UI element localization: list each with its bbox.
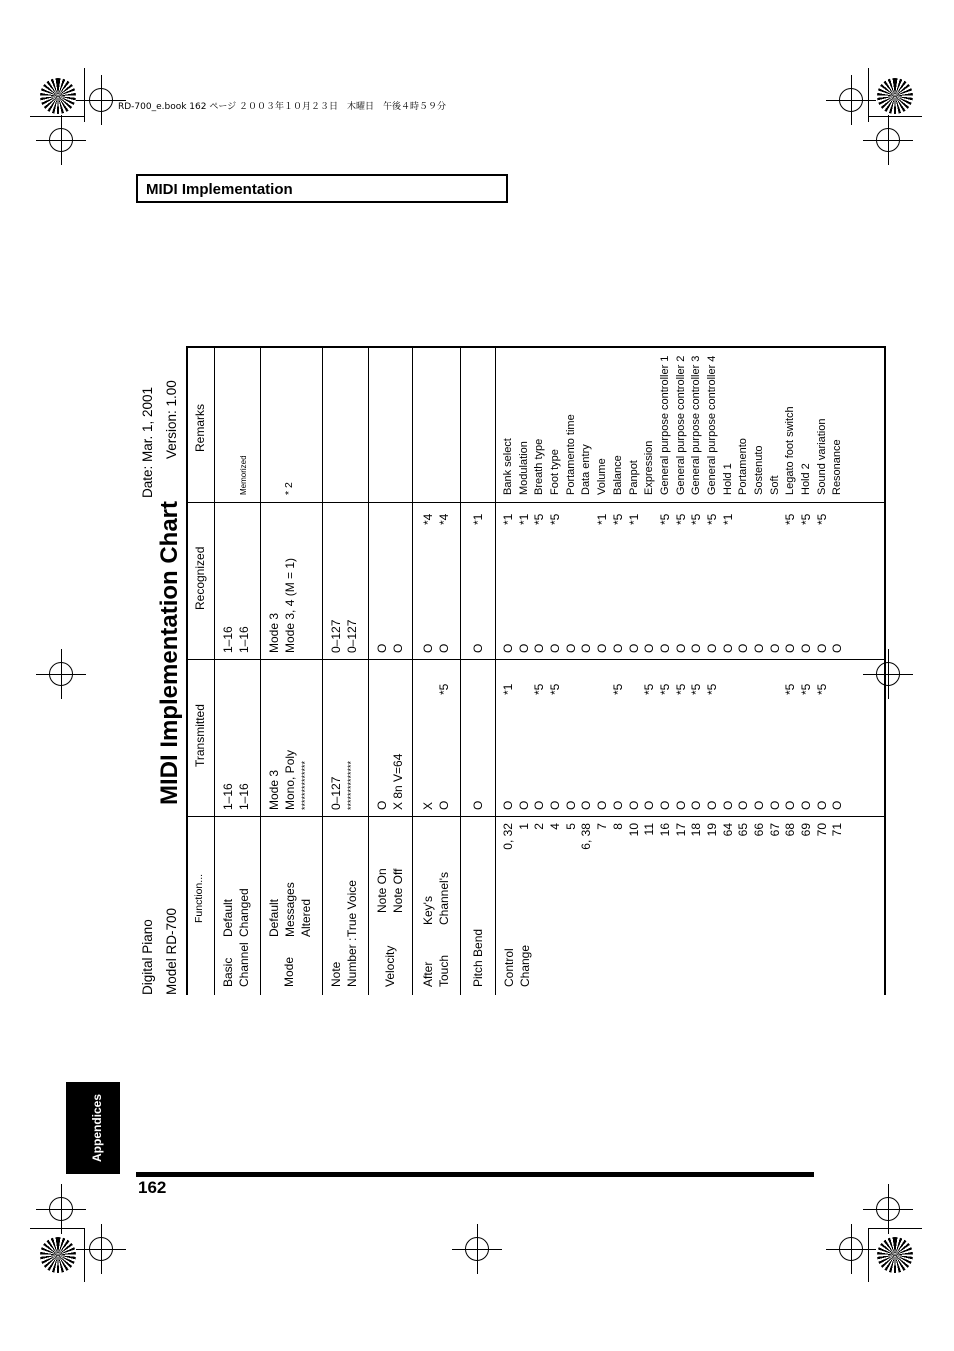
control-number: 67 xyxy=(767,823,782,837)
control-rx: O xyxy=(799,643,814,653)
control-number: 70 xyxy=(814,823,829,837)
control-rx-note: *1 xyxy=(595,513,610,525)
control-remark: General purpose controller 3 xyxy=(690,355,703,495)
note-rx-true-voice: 0–127 xyxy=(345,619,359,653)
control-rx: O xyxy=(673,643,688,653)
control-number: 19 xyxy=(704,823,719,837)
registration-crosshair xyxy=(465,1237,489,1261)
chart-date: Date: Mar. 1, 2001 xyxy=(140,386,155,498)
registration-crosshair xyxy=(49,128,73,152)
crop-mark xyxy=(30,1228,84,1229)
control-rx: O xyxy=(563,643,578,653)
control-number: 10 xyxy=(626,823,641,837)
control-tx: O xyxy=(673,800,688,810)
control-tx: O xyxy=(516,800,531,810)
crop-mark xyxy=(868,1228,922,1229)
control-remark: Portamento time xyxy=(564,414,577,495)
control-rx: O xyxy=(783,643,798,653)
row-divider xyxy=(495,346,496,995)
control-number: 2 xyxy=(532,823,547,830)
control-number: 64 xyxy=(720,823,735,837)
control-remark: General purpose controller 4 xyxy=(705,355,718,495)
control-rx-note: *5 xyxy=(657,513,672,525)
control-tx-note xyxy=(736,684,752,695)
velocity-tx-on: O xyxy=(375,800,389,810)
registration-crosshair xyxy=(876,1197,900,1221)
header-recognized: Recognized xyxy=(193,546,207,610)
crop-mark xyxy=(30,116,84,117)
column-divider xyxy=(186,659,886,660)
pitch-bend-rx-note: *1 xyxy=(471,513,485,525)
basic-channel-label: Channel xyxy=(237,942,251,987)
control-tx: O xyxy=(799,800,814,810)
row-divider xyxy=(260,346,261,995)
control-tx-note: *5 xyxy=(642,683,657,695)
model-name: Model RD-700 xyxy=(164,907,179,995)
control-rx-note: *5 xyxy=(532,513,547,525)
mode-altered: Altered xyxy=(299,898,313,937)
control-remark: Portamento xyxy=(737,438,750,495)
mode-tx-altered: ************** xyxy=(300,760,310,810)
control-number: 11 xyxy=(642,823,657,836)
control-tx-note: *1 xyxy=(501,683,515,695)
control-remark: Hold 1 xyxy=(721,463,734,495)
after-touch-rx-keys: O xyxy=(421,643,435,653)
control-tx: O xyxy=(595,800,610,810)
control-remark: Modulation xyxy=(517,441,530,495)
velocity-label: Velocity xyxy=(383,945,397,987)
control-number: 16 xyxy=(657,823,672,837)
control-tx: O xyxy=(642,800,657,810)
control-rx: O xyxy=(814,643,829,653)
control-tx-note xyxy=(752,684,768,695)
control-tx-note: *5 xyxy=(704,683,719,695)
note-true-voice: True Voice xyxy=(345,880,359,937)
control-remark: Volume xyxy=(596,458,609,495)
control-rx-note: *5 xyxy=(704,513,719,525)
crop-mark xyxy=(84,1228,85,1282)
control-rx: O xyxy=(752,643,766,653)
control-remark: Sostenuto xyxy=(753,445,765,495)
control-rx-note xyxy=(642,514,658,525)
side-tab-label: Appendices xyxy=(90,1093,104,1162)
control-tx: O xyxy=(783,800,798,810)
control-tx: O xyxy=(579,800,594,810)
crop-mark xyxy=(868,1228,869,1282)
control-number: 71 xyxy=(830,823,845,837)
control-tx: O xyxy=(830,800,845,810)
control-rx-note xyxy=(736,514,752,525)
control-remark: Resonance xyxy=(831,439,844,495)
basic-channel-tx-changed: 1–16 xyxy=(237,783,251,810)
row-divider xyxy=(322,346,323,995)
section-title: MIDI Implementation xyxy=(146,181,293,198)
control-tx: O xyxy=(563,800,578,810)
control-rx: O xyxy=(532,643,547,653)
velocity-rx-on: O xyxy=(375,643,389,653)
registration-crosshair xyxy=(876,128,900,152)
control-rx-note: *5 xyxy=(799,513,814,525)
control-rx: O xyxy=(516,643,531,653)
control-tx-note xyxy=(830,684,846,695)
control-rx-note xyxy=(752,514,768,525)
table-border-top xyxy=(186,346,188,995)
control-rx-note: *5 xyxy=(673,513,688,525)
table-border-bottom xyxy=(884,346,886,995)
pitch-bend-label: Pitch Bend xyxy=(471,928,485,987)
basic-channel-default: Default xyxy=(221,898,235,937)
registration-crosshair xyxy=(89,1237,113,1261)
control-number: 4 xyxy=(548,823,563,830)
registration-crosshair xyxy=(839,88,863,112)
pitch-bend-rx: O xyxy=(471,643,485,653)
control-tx: O xyxy=(767,800,782,810)
control-rx: O xyxy=(720,643,735,653)
control-tx: O xyxy=(532,800,547,810)
control-rx: O xyxy=(657,643,672,653)
control-rx-note: *5 xyxy=(689,513,704,525)
row-divider xyxy=(412,346,413,995)
control-remark: Legato foot switch xyxy=(784,406,797,495)
control-tx-note xyxy=(768,684,784,695)
control-number: 65 xyxy=(736,823,751,837)
mode-messages: Messages xyxy=(283,882,297,937)
page-number: 162 xyxy=(138,1178,167,1197)
registration-sun-mark xyxy=(877,78,913,114)
after-touch-rx-note: *4 xyxy=(421,513,435,525)
chart-version: Version: 1.00 xyxy=(164,380,179,459)
registration-crosshair xyxy=(49,662,73,686)
control-tx-note: *5 xyxy=(610,683,625,695)
control-tx-note xyxy=(564,684,580,695)
control-tx-note: *5 xyxy=(548,683,563,695)
column-divider xyxy=(186,816,886,817)
control-tx: O xyxy=(501,800,515,810)
control-change-label: Control xyxy=(502,948,516,987)
control-tx: O xyxy=(610,800,625,810)
control-remark: Expression xyxy=(643,440,656,495)
control-change-numbers xyxy=(501,823,846,885)
control-remark: Soft xyxy=(768,475,781,495)
control-tx-note: *5 xyxy=(657,683,672,695)
header-transmitted: Transmitted xyxy=(193,704,207,767)
control-tx-note: *5 xyxy=(689,683,704,695)
control-rx-note xyxy=(579,514,595,525)
control-change-transmitted-notes xyxy=(501,684,846,695)
control-tx: O xyxy=(704,800,719,810)
basic-channel-label: Basic xyxy=(221,957,235,987)
control-rx-note: *1 xyxy=(626,513,641,525)
registration-sun-mark xyxy=(40,78,76,114)
registration-crosshair xyxy=(89,88,113,112)
control-rx-note xyxy=(830,514,846,525)
after-touch-rx-channels: O xyxy=(437,643,451,653)
file-header: RD-700_e.book 162 ページ ２００３年１０月２３日 木曜日 午後４時５９分 xyxy=(118,102,447,112)
control-number: 8 xyxy=(610,823,625,830)
mode-tx-messages: Mono, Poly xyxy=(283,749,297,810)
column-divider xyxy=(186,502,886,503)
after-touch-tx-note: *5 xyxy=(437,683,451,695)
registration-crosshair xyxy=(839,1237,863,1261)
registration-crosshair xyxy=(49,1197,73,1221)
control-tx-note xyxy=(627,684,643,695)
velocity-note-on: Note On xyxy=(375,868,389,913)
control-remark: Data entry xyxy=(580,444,593,495)
control-tx: O xyxy=(736,800,751,810)
control-number: 69 xyxy=(799,823,814,837)
row-divider xyxy=(368,346,369,995)
control-remark: Sound variation xyxy=(815,418,828,495)
control-number: 0, 32 xyxy=(501,823,515,850)
note-tx-range: 0–127 xyxy=(329,776,343,810)
registration-sun-mark xyxy=(40,1237,76,1273)
control-rx: O xyxy=(830,643,845,653)
basic-channel-tx-default: 1–16 xyxy=(221,783,235,810)
control-rx-note: *1 xyxy=(720,513,735,525)
control-rx: O xyxy=(736,643,751,653)
after-touch-label: After xyxy=(421,961,435,987)
control-rx-note: *5 xyxy=(548,513,563,525)
control-tx-note xyxy=(595,684,611,695)
control-tx: O xyxy=(814,800,829,810)
mode-tx-default: Mode 3 xyxy=(267,769,281,810)
basic-channel-rx-default: 1–16 xyxy=(221,626,235,653)
control-rx: O xyxy=(579,643,594,653)
control-change-label: Change xyxy=(518,944,532,987)
control-remark: Bank select xyxy=(502,438,514,495)
product-name: Digital Piano xyxy=(140,919,155,995)
control-number: 17 xyxy=(673,823,688,837)
control-change-recognized-notes xyxy=(501,514,846,525)
header-function: Function... xyxy=(193,873,205,923)
control-rx-note: *5 xyxy=(814,513,829,525)
control-tx-note xyxy=(579,684,595,695)
control-rx: O xyxy=(595,643,610,653)
control-number: 66 xyxy=(752,823,766,837)
control-rx: O xyxy=(626,643,641,653)
crop-mark xyxy=(868,68,869,122)
chart-title: MIDI Implementation Chart xyxy=(156,500,183,805)
basic-channel-rx-changed: 1–16 xyxy=(237,626,251,653)
control-rx-note xyxy=(564,514,580,525)
control-rx-note: *5 xyxy=(610,513,625,525)
note-rx-range: 0–127 xyxy=(329,619,343,653)
control-number: 18 xyxy=(689,823,704,837)
after-touch-label: Touch xyxy=(437,954,451,987)
basic-channel-remarks: Memorized xyxy=(239,455,248,495)
control-tx-note: *5 xyxy=(783,683,798,695)
control-change-remarks xyxy=(501,356,846,495)
note-tx-true-voice: ************** xyxy=(346,760,356,810)
after-touch-tx-channels: O xyxy=(437,800,451,810)
control-tx: O xyxy=(689,800,704,810)
control-tx-note xyxy=(721,684,737,695)
control-rx: O xyxy=(689,643,704,653)
velocity-rx-off: O xyxy=(391,643,405,653)
velocity-note-off: Note Off xyxy=(391,868,405,913)
after-touch-tx-keys: X xyxy=(421,801,435,810)
control-number: 68 xyxy=(783,823,798,837)
control-tx-note: *5 xyxy=(532,683,547,695)
control-remark: General purpose controller 2 xyxy=(674,355,687,495)
control-remark: Breath type xyxy=(533,438,546,495)
control-tx: O xyxy=(720,800,735,810)
mode-default: Default xyxy=(267,898,281,937)
control-change-recognized xyxy=(501,644,846,653)
row-divider xyxy=(460,346,461,995)
control-tx-note xyxy=(517,684,533,695)
registration-sun-mark xyxy=(877,1237,913,1273)
note-label: Note xyxy=(329,961,343,987)
page-footer-rule xyxy=(136,1172,814,1177)
control-number: 6, 38 xyxy=(579,823,594,850)
midi-implementation-chart xyxy=(138,345,898,995)
control-tx-note: *5 xyxy=(814,683,829,695)
control-tx: O xyxy=(657,800,672,810)
control-rx-note: *1 xyxy=(516,513,531,525)
control-tx: O xyxy=(626,800,641,810)
control-rx: O xyxy=(501,643,515,653)
control-tx-note: *5 xyxy=(799,683,814,695)
pitch-bend-tx: O xyxy=(471,800,485,810)
after-touch-keys: Key's xyxy=(421,896,435,925)
crop-mark xyxy=(84,68,85,122)
after-touch-channels: Channel's xyxy=(437,872,451,925)
control-rx: O xyxy=(767,643,782,653)
row-divider xyxy=(214,346,215,995)
control-rx: O xyxy=(704,643,719,653)
basic-channel-changed: Changed xyxy=(237,888,251,937)
note-number-label: Number : xyxy=(345,937,359,987)
control-change-transmitted xyxy=(501,801,846,810)
mode-rx-messages: Mode 3, 4 (M = 1) xyxy=(283,557,297,653)
control-number: 5 xyxy=(563,823,578,830)
mode-rx-default: Mode 3 xyxy=(267,612,281,653)
mode-label: Mode xyxy=(282,956,296,987)
control-rx: O xyxy=(548,643,563,653)
control-rx-note: *5 xyxy=(783,513,798,525)
control-remark: Balance xyxy=(611,455,624,495)
control-rx-note xyxy=(768,514,784,525)
velocity-tx-off: X 8n V=64 xyxy=(391,753,405,810)
control-tx: O xyxy=(752,800,766,810)
control-remark: Foot type xyxy=(549,449,562,495)
header-remarks: Remarks xyxy=(193,403,207,452)
control-number: 1 xyxy=(516,823,531,830)
control-remark: Panpot xyxy=(627,460,640,495)
control-tx: O xyxy=(548,800,563,810)
table-border-right xyxy=(186,346,886,348)
mode-remarks: * 2 xyxy=(283,482,295,495)
control-rx: O xyxy=(610,643,625,653)
crop-mark xyxy=(868,116,922,117)
control-rx: O xyxy=(642,643,657,653)
after-touch-rx-note: *4 xyxy=(437,513,451,525)
control-rx-note: *1 xyxy=(501,513,515,525)
control-tx-note: *5 xyxy=(673,683,688,695)
control-remark: Hold 2 xyxy=(800,463,813,495)
control-remark: General purpose controller 1 xyxy=(658,355,671,495)
control-number: 7 xyxy=(595,823,610,830)
